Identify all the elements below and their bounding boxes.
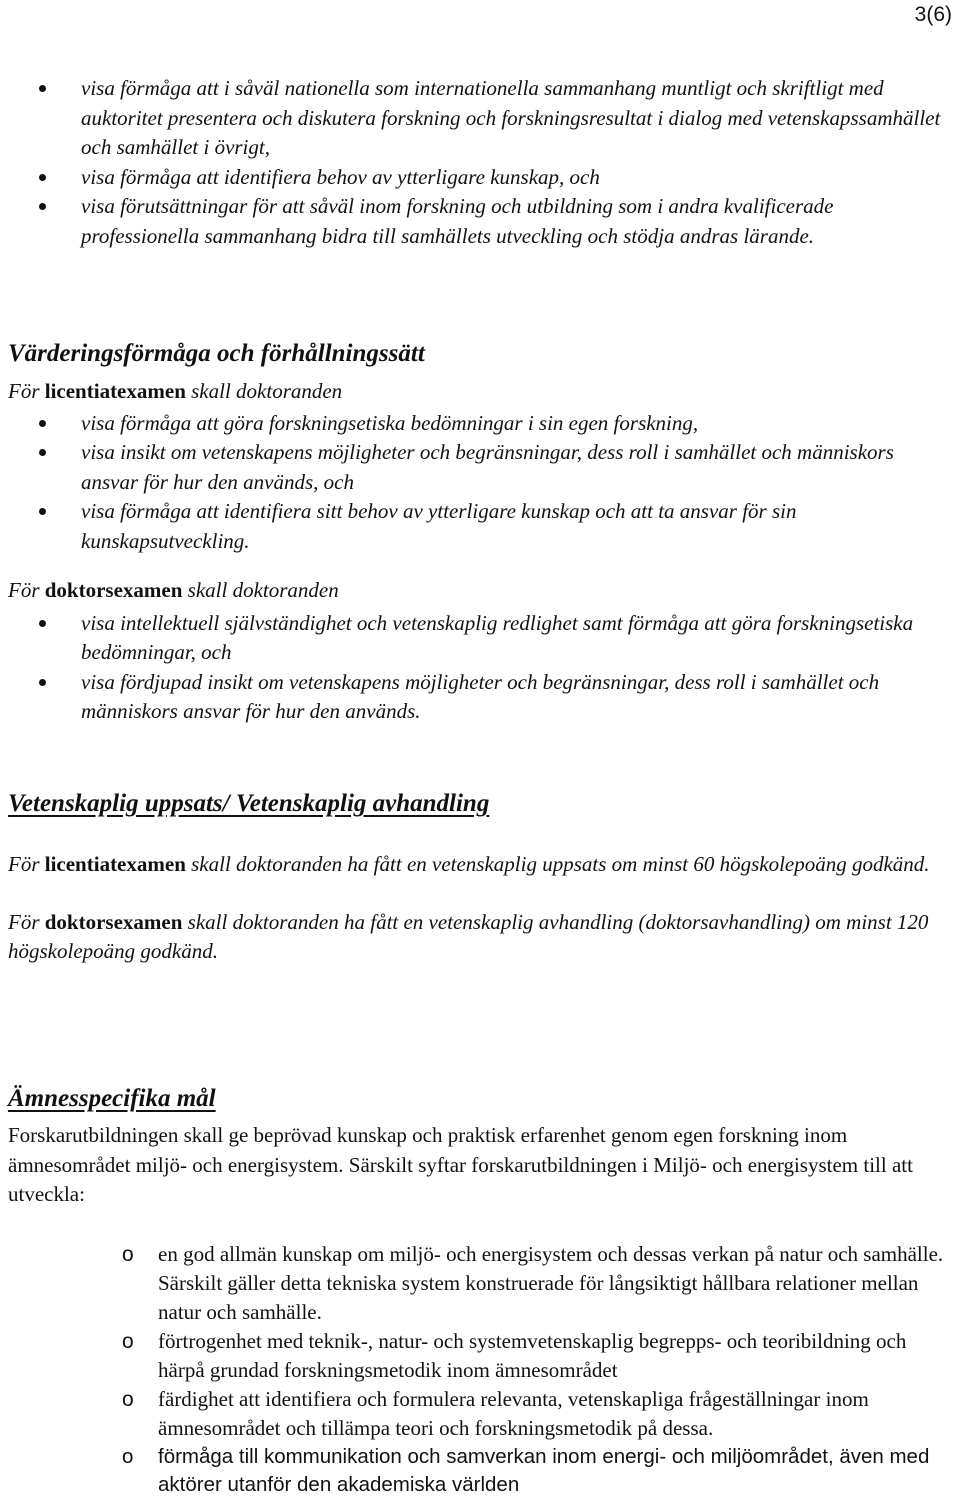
list-item: visa förmåga att identifiera behov av ytterligare kunskap, och: [8, 163, 952, 193]
circle-bullet-icon: o: [122, 1387, 134, 1411]
bullet-icon: [39, 620, 46, 627]
bullet-icon: [39, 174, 46, 181]
page-number: 3(6): [914, 3, 952, 26]
list-item: o en god allmän kunskap om miljö- och energisystem och dessas verkan på natur och samhälle. Särskilt gäller detta tekniska system konstruerade för långsiktigt hållbara relationer mellan natur och samhälle.: [122, 1241, 944, 1324]
bullet-icon: [39, 85, 46, 92]
top-bullet-section: [8, 74, 952, 251]
specific-goals-heading: Ämnesspecifika mål: [8, 1085, 216, 1112]
doctorate-bullet-list: [8, 609, 952, 727]
thesis-heading: Vetenskaplig uppsats/ Vetenskaplig avhandling: [8, 790, 490, 817]
specific-goals-list: [8, 1240, 952, 1499]
circle-bullet-icon: o: [122, 1329, 134, 1353]
list-item: o förtrogenhet med teknik-, natur- och systemvetenskaplig begrepps- och teoribildning och härpå grundad forskningsmetodik inom ämnesområdet: [122, 1328, 907, 1382]
list-item: visa förmåga att i såväl nationella som internationella sammanhang muntligt och skriftligt med auktoritet presentera och diskutera forskning och forskningsresultat i dialog med vetenskapssamhället och samhället i övrigt,: [8, 74, 952, 163]
licentiate-bullet-list: [8, 409, 952, 557]
top-bullet-list: [8, 74, 952, 251]
list-item: visa förutsättningar för att såväl inom forskning och utbildning som i andra kvalificerade professionella sammanhang bidra till samhällets utveckling och stödja andras lärande.: [8, 192, 952, 251]
bullet-icon: [39, 449, 46, 456]
list-item: visa insikt om vetenskapens möjligheter och begränsningar, dess roll i samhället och människors ansvar för hur den används, och: [8, 438, 952, 497]
values-heading: Värderingsförmåga och förhållningssätt: [8, 340, 425, 367]
list-item: visa intellektuell självständighet och vetenskaplig redlighet samt förmåga att göra forskningsetiska bedömningar, och: [8, 609, 952, 668]
thesis-licentiate-paragraph: För licentiatexamen skall doktoranden ha fått en vetenskaplig uppsats om minst 60 högskolepoäng godkänd.: [8, 852, 930, 876]
thesis-section: [8, 788, 952, 967]
list-item: visa förmåga att identifiera sitt behov av ytterligare kunskap och att ta ansvar för sin kunskapsutveckling.: [8, 497, 952, 556]
specific-goals-paragraph: Forskarutbildningen skall ge beprövad kunskap och praktisk erfarenhet genom egen forskning inom ämnesområdet miljö- och energisystem. Särskilt syftar forskarutbildningen i Miljö- och energisystem till att utveckla:: [8, 1123, 913, 1206]
circle-bullet-icon: o: [122, 1444, 134, 1468]
thesis-doctorate-paragraph: För doktorsexamen skall doktoranden ha fått en vetenskaplig avhandling (doktorsavhandling) om minst 120 högskolepoäng godkänd.: [8, 909, 929, 963]
bullet-icon: [39, 679, 46, 686]
list-item: visa fördjupad insikt om vetenskapens möjligheter och begränsningar, dess roll i samhället och människors ansvar för hur den används.: [8, 668, 952, 727]
list-item: o förmåga till kommunikation och samverkan inom energi- och miljöområdet, även med aktörer utanför den akademiska världen: [122, 1444, 930, 1496]
values-section: [8, 338, 952, 727]
list-item: visa förmåga att göra forskningsetiska bedömningar i sin egen forskning,: [8, 409, 952, 439]
bullet-icon: [39, 508, 46, 515]
list-item: o färdighet att identifiera och formulera relevanta, vetenskapliga frågeställningar inom ämnesområdet och tillämpa teori och forskningsmetodik på dessa.: [122, 1386, 869, 1440]
bullet-icon: [39, 420, 46, 427]
bullet-icon: [39, 203, 46, 210]
doctorate-intro: För doktorsexamen skall doktoranden: [8, 578, 339, 602]
circle-bullet-icon: o: [122, 1242, 134, 1266]
licentiate-intro: För licentiatexamen skall doktoranden: [8, 379, 343, 403]
specific-goals-section: [8, 1083, 952, 1499]
